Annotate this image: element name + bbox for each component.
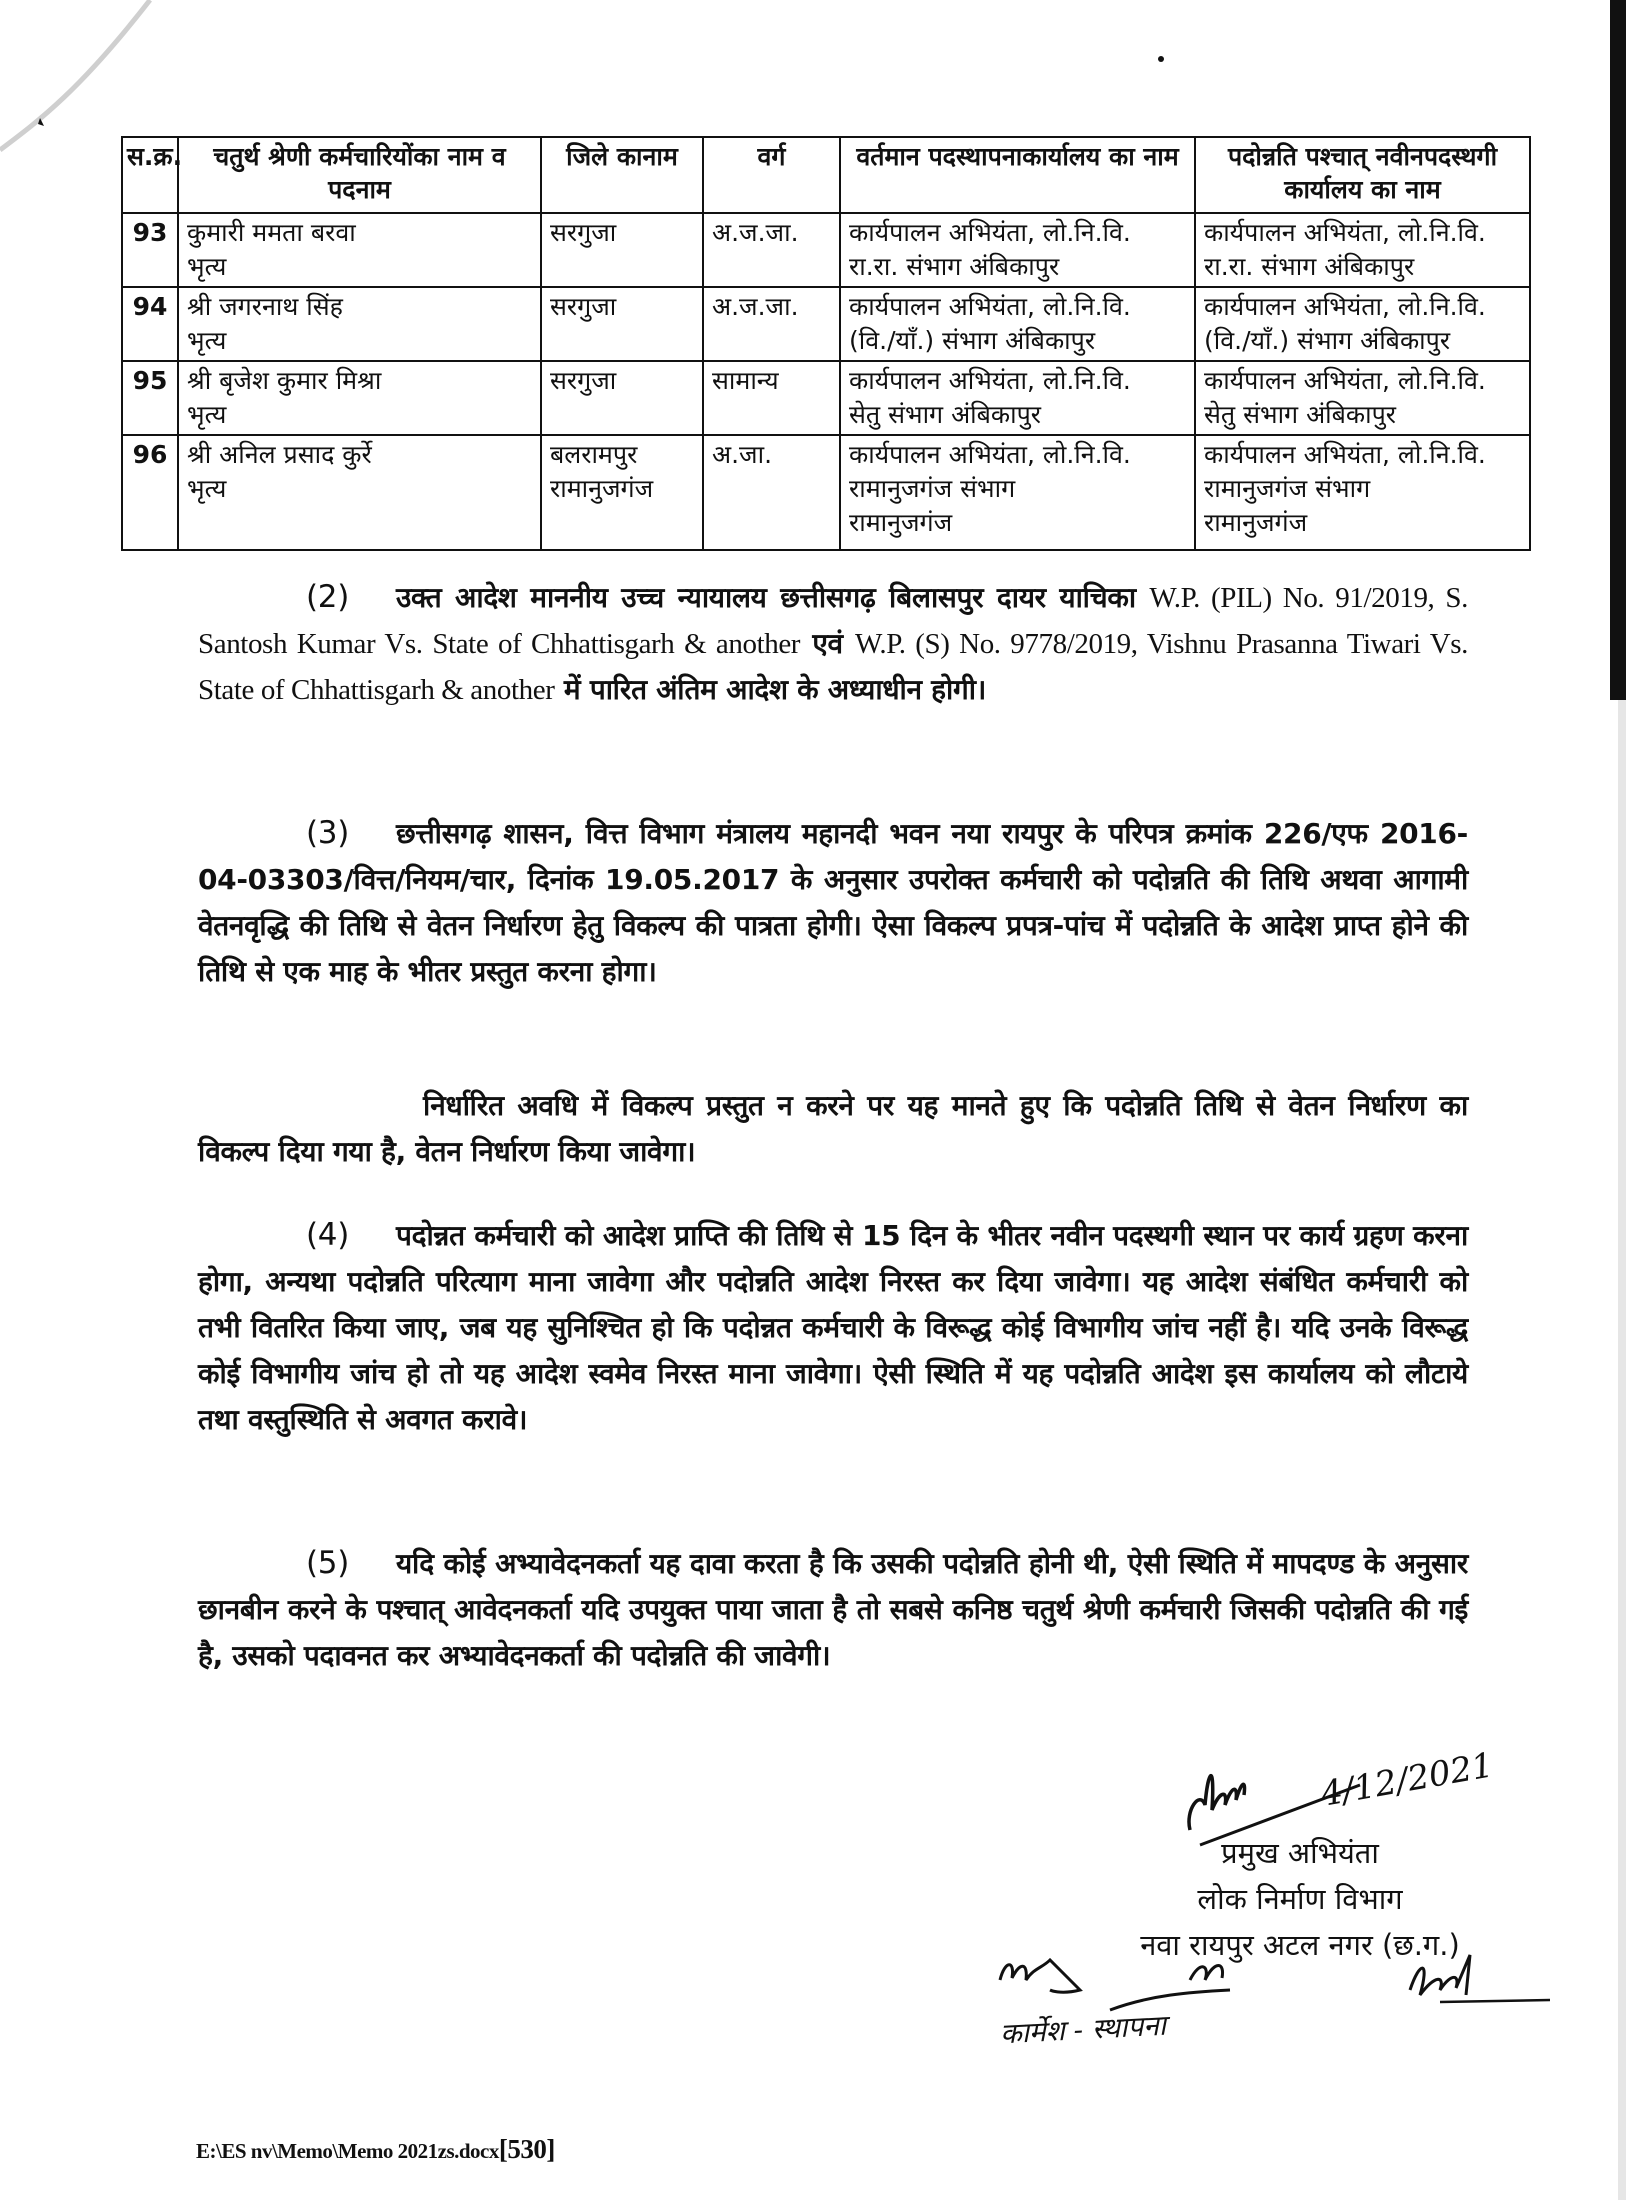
handwritten-note: कार्मेश - स्थापना [999,2008,1167,2051]
designation: प्रमुख अभियंता [1221,1836,1379,1870]
cell-new-office: कार्यपालन अभियंता, लो.नि.वि. सेतु संभाग अंबिकापुर [1195,361,1530,435]
cell-current-office: कार्यपालन अभियंता, लो.नि.वि. रा.रा. संभाग अंबिकापुर [840,213,1195,287]
header-serial: स.क्र. [122,137,178,213]
promotion-table [121,136,1531,551]
cell-category: सामान्य [703,361,840,435]
paragraph-3 [198,810,1468,995]
header-district: जिले कानाम [541,137,703,213]
table-row [122,287,1530,361]
scan-border-edge [1610,0,1626,700]
cell-employee-name: कुमारी ममता बरवा भृत्य [178,213,541,287]
table-row [122,213,1530,287]
cell-employee-name: श्री बृजेश कुमार मिश्रा भृत्य [178,361,541,435]
file-path: E:\ES nv\Memo\Memo 2021zs.docx [196,2139,499,2163]
cell-new-office: कार्यपालन अभियंता, लो.नि.वि. (वि./याँ.) संभाग अंबिकापुर [1195,287,1530,361]
paragraph-4 [198,1212,1468,1443]
cell-current-office: कार्यपालन अभियंता, लो.नि.वि. सेतु संभाग अंबिकापुर [840,361,1195,435]
office-address: नवा रायपुर अटल नगर (छ.ग.) [1140,1928,1460,1962]
table-row [122,361,1530,435]
cell-category: अ.ज.जा. [703,213,840,287]
cell-district: सरगुजा [541,287,703,361]
table-header-row [122,137,1530,213]
scan-shadow-edge [1618,700,1626,2200]
header-current-office: वर्तमान पदस्थापनाकार्यालय का नाम [840,137,1195,213]
cell-category: अ.जा. [703,435,840,550]
paragraph-number: (2) [306,579,350,615]
paragraph-text: में पारित अंतिम आदेश के अध्याधीन होगी। [563,673,987,706]
cell-new-office: कार्यपालन अभियंता, लो.नि.वि. रामानुजगंज संभाग रामानुजगंज [1195,435,1530,550]
paragraph-text: यदि कोई अभ्यावेदनकर्ता यह दावा करता है कि उसकी पदोन्नति होनी थी, ऐसी स्थिति में मापदण्ड के अनुसार छानबीन करने के पश्चात् आवेदनकर्ता यदि उपयुक्त पाया जाता है तो सबसे कनिष्ठ चतुर्थ श्रेणी कर्मचारी जिसकी पदोन्नति की गई है, उसको पदावनत कर अभ्यावेदनकर्ता की पदोन्नति की जावेगी। [198,1547,1468,1672]
cell-new-office: कार्यपालन अभियंता, लो.नि.वि. रा.रा. संभाग अंबिकापुर [1195,213,1530,287]
paragraph-text: निर्धारित अवधि में विकल्प प्रस्तुत न करने पर यह मानते हुए कि पदोन्नति तिथि से वेतन निर्धारण का विकल्प दिया गया है, वेतन निर्धारण किया जावेगा। [198,1089,1468,1168]
cell-district: सरगुजा [541,213,703,287]
case-reference: W.P. (S) No. 9778/2019, Vishnu Prasanna Tiwari Vs. State of Chhattisgarh & another [198,628,1468,706]
paragraph-number: (3) [306,815,350,851]
cell-employee-name: श्री जगरनाथ सिंह भृत्य [178,287,541,361]
cell-district: बलरामपुर रामानुजगंज [541,435,703,550]
paragraph-number: (4) [306,1217,350,1253]
paragraph-text: उक्त आदेश माननीय उच्च न्यायालय छत्तीसगढ़ बिलासपुर दायर याचिका [396,581,1136,614]
paragraph-text: एवं [812,627,843,660]
header-new-office: पदोन्नति पश्चात् नवीनपदस्थगी कार्यालय का नाम [1195,137,1530,213]
handwritten-date: 4/12/2021 [1317,1745,1497,1815]
table-row [122,435,1530,550]
cell-category: अ.ज.जा. [703,287,840,361]
signature-block [1090,1830,1510,1968]
cell-serial: 96 [122,435,178,550]
page-reference: [530] [498,2134,555,2164]
file-path-footer [196,2134,555,2165]
cell-current-office: कार्यपालन अभियंता, लो.नि.वि. (वि./याँ.) संभाग अंबिकापुर [840,287,1195,361]
cell-current-office: कार्यपालन अभियंता, लो.नि.वि. रामानुजगंज संभाग रामानुजगंज [840,435,1195,550]
paragraph-text: छत्तीसगढ़ शासन, वित्त विभाग मंत्रालय महानदी भवन नया रायपुर के परिपत्र क्रमांक 226/एफ 2016-04-03303/वित्त/नियम/चार, दिनांक 19.05.2017 के अनुसार उपरोक्त कर्मचारी को पदोन्नति की तिथि अथवा आगामी वेतनवृद्धि की तिथि से वेतन निर्धारण हेतु विकल्प की पात्रता होगी। ऐसा विकल्प प्रपत्र-पांच में पदोन्नति के आदेश प्राप्त होने की तिथि से एक माह के भीतर प्रस्तुत करना होगा। [198,817,1468,988]
cell-employee-name: श्री अनिल प्रसाद कुर्रे भृत्य [178,435,541,550]
ink-speck [1158,56,1164,62]
paragraph-text: पदोन्नत कर्मचारी को आदेश प्राप्ति की तिथि से 15 दिन के भीतर नवीन पदस्थगी स्थान पर कार्य ग्रहण करना होगा, अन्यथा पदोन्नति परित्याग माना जावेगा और पदोन्नति आदेश निरस्त कर दिया जावेगा। यह आदेश संबंधित कर्मचारी को तभी वितरित किया जाए, जब यह सुनिश्चित हो कि पदोन्नत कर्मचारी के विरूद्ध कोई विभागीय जांच नहीं है। यदि उनके विरूद्ध कोई विभागीय जांच हो तो यह आदेश स्वमेव निरस्त माना जावेगा। ऐसी स्थिति में यह पदोन्नति आदेश इस कार्यालय को लौटाये तथा वस्तुस्थिति से अवगत करावे। [198,1219,1468,1436]
cell-district: सरगुजा [541,361,703,435]
case-reference: W.P. (PIL) No. 91/2019, S. Santosh Kumar Vs. State of Chhattisgarh & another [198,582,1468,660]
paragraph-5 [198,1540,1468,1679]
cell-serial: 93 [122,213,178,287]
cell-serial: 95 [122,361,178,435]
header-employee-name: चतुर्थ श्रेणी कर्मचारियोंका नाम व पदनाम [178,137,541,213]
paragraph-number: (5) [306,1545,350,1581]
paragraph-2 [198,574,1468,713]
paragraph-3-continuation [198,1083,1468,1175]
header-category: वर्ग [703,137,840,213]
department-name: लोक निर्माण विभाग [1197,1882,1403,1916]
cell-serial: 94 [122,287,178,361]
